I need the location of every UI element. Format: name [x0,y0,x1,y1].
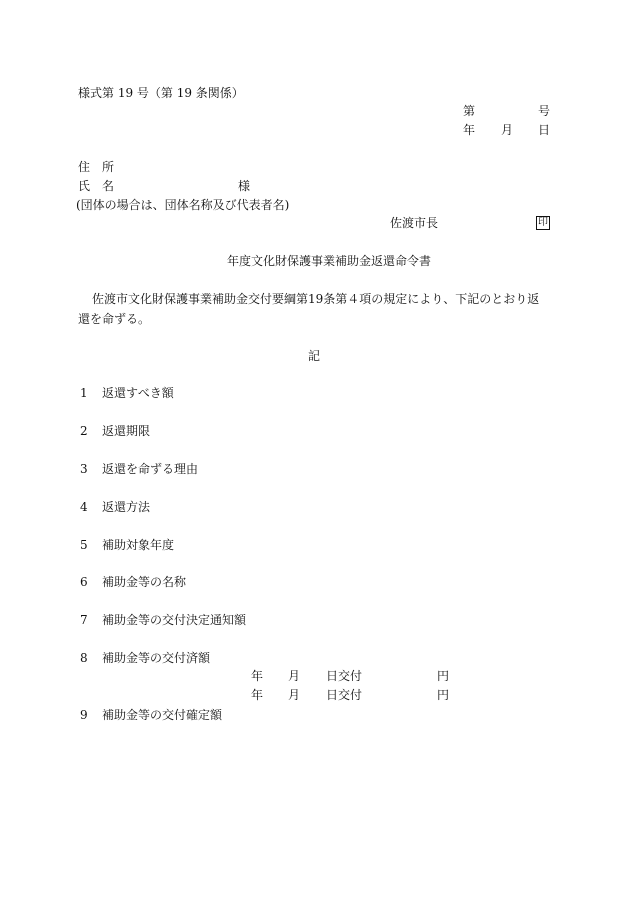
item-label-paid-amount: 補助金等の交付済額 [102,651,211,665]
payment-row-day: 日交付 [326,688,363,702]
body-text-line-1: 佐渡市文化財保護事業補助金交付要綱第19条第４項の規定により、下記のとおり返 [92,292,540,306]
item-label-subsidy-name: 補助金等の名称 [102,575,187,589]
item-number: 8 [80,651,88,665]
item-number: 7 [80,613,88,627]
payment-row-yen: 円 [437,669,450,683]
item-number: 4 [80,500,88,514]
item-number: 5 [80,538,88,552]
organization-note: (団体の場合は、団体名称及び代表者名) [76,198,290,212]
item-label-refund-reason: 返還を命ずる理由 [102,462,199,476]
name-label: 氏 名 [78,179,115,193]
item-number: 9 [80,708,88,722]
ki-heading: 記 [308,349,321,363]
form-number-label: 様式第 19 号（第 19 条関係） [78,86,244,100]
item-number: 1 [80,386,88,400]
issue-number-suffix: 号 [538,104,551,118]
item-label-confirmed-amount: 補助金等の交付確定額 [102,708,223,722]
issue-date-year: 年 [463,123,476,137]
payment-row-day: 日交付 [326,669,363,683]
payment-row-year: 年 [251,669,264,683]
issuer-title: 佐渡市長 [390,216,439,230]
payment-row-year: 年 [251,688,264,702]
honorific: 様 [238,179,251,193]
item-label-refund-amount: 返還すべき額 [102,386,174,400]
payment-row-yen: 円 [437,688,450,702]
document-title: 年度文化財保護事業補助金返還命令書 [227,254,432,268]
issue-number-prefix: 第 [463,104,476,118]
issue-date-day: 日 [538,123,551,137]
payment-row-month: 月 [288,669,301,683]
item-number: 3 [80,462,88,476]
item-number: 2 [80,424,88,438]
seal-stamp-icon: 印 [538,217,548,228]
item-number: 6 [80,575,88,589]
issue-date-month: 月 [501,123,514,137]
body-text-line-2: 還を命ずる。 [78,312,151,326]
item-label-decision-notice-amount: 補助金等の交付決定通知額 [102,613,247,627]
payment-row-month: 月 [288,688,301,702]
item-label-refund-method: 返還方法 [102,500,151,514]
address-label: 住 所 [78,160,115,174]
item-label-target-fiscal-year: 補助対象年度 [102,538,175,552]
item-label-refund-deadline: 返還期限 [102,424,151,438]
